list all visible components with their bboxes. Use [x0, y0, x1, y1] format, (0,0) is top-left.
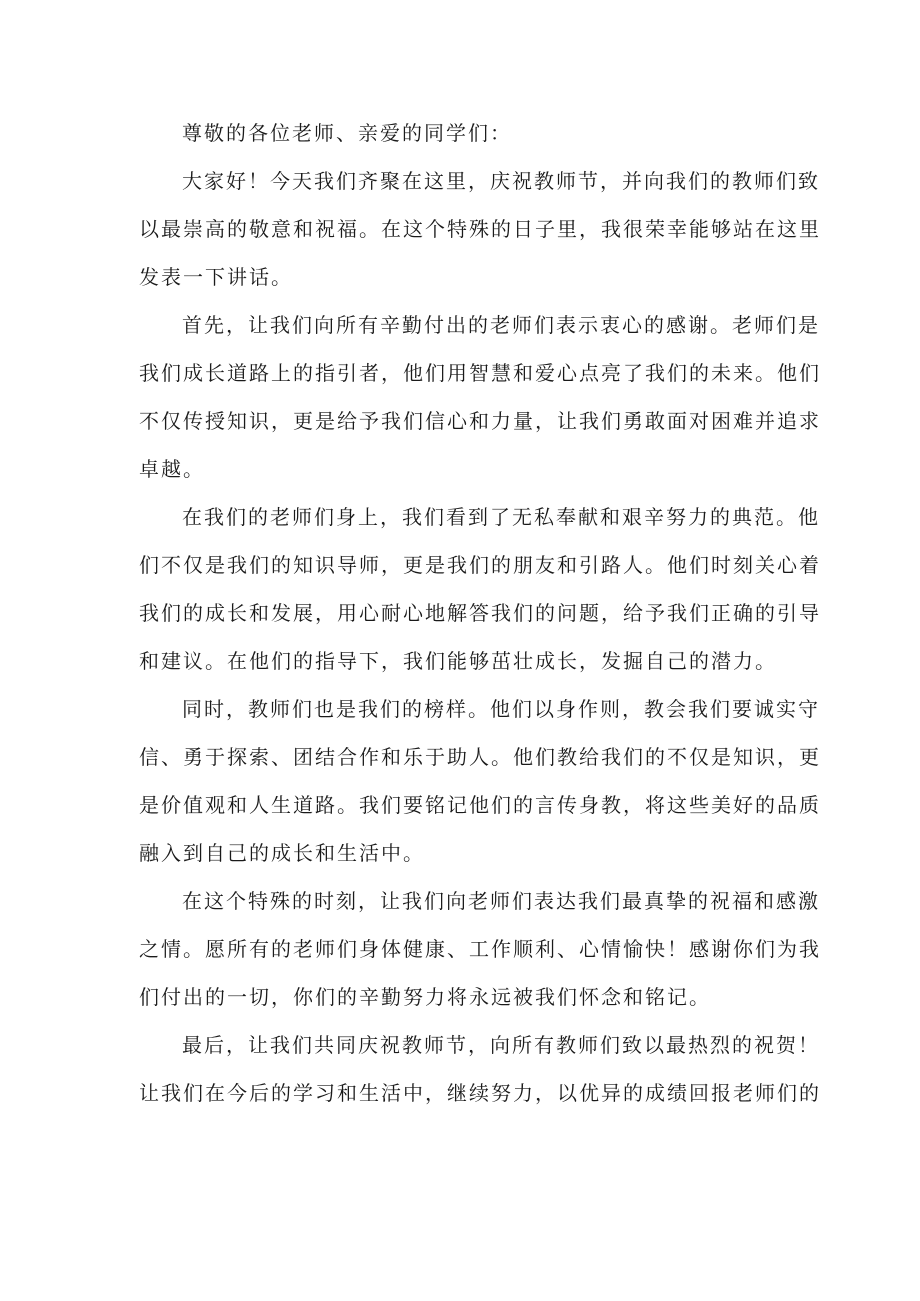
paragraph-line: 融入到自己的成长和生活中。 [139, 841, 425, 865]
salutation-paragraph [139, 109, 775, 157]
paragraph-line: 尊敬的各位老师、亲爱的同学们： [182, 121, 512, 145]
wishes-paragraph [139, 877, 821, 1021]
paragraph-line: 不仅传授知识，更是给予我们信心和力量，让我们勇敢面对困难并追求 [139, 409, 821, 433]
paragraph-line: 们不仅是我们的知识导师，更是我们的朋友和引路人。他们时刻关心着 [139, 553, 821, 577]
thanks-paragraph [139, 301, 821, 493]
closing-paragraph [139, 1021, 821, 1117]
role-model-paragraph [139, 685, 821, 877]
paragraph-line: 我们的成长和发展，用心耐心地解答我们的问题，给予我们正确的引导 [139, 601, 821, 625]
paragraph-line: 之情。愿所有的老师们身体健康、工作顺利、心情愉快！感谢你们为我 [139, 937, 821, 961]
paragraph-line: 最后，让我们共同庆祝教师节，向所有教师们致以最热烈的祝贺！ [182, 1033, 820, 1057]
paragraph-line: 发表一下讲话。 [139, 265, 293, 289]
paragraph-line: 卓越。 [139, 457, 205, 481]
paragraph-line: 大家好！今天我们齐聚在这里，庆祝教师节，并向我们的教师们致 [182, 169, 820, 193]
paragraph-line: 和建议。在他们的指导下，我们能够茁壮成长，发掘自己的潜力。 [139, 649, 777, 673]
dedication-paragraph [139, 493, 821, 685]
paragraph-line: 是价值观和人生道路。我们要铭记他们的言传身教，将这些美好的品质 [139, 793, 821, 817]
paragraph-line: 在这个特殊的时刻，让我们向老师们表达我们最真挚的祝福和感激 [182, 889, 820, 913]
paragraph-line: 以最崇高的敬意和祝福。在这个特殊的日子里，我很荣幸能够站在这里 [139, 217, 821, 241]
paragraph-line: 们付出的一切，你们的辛勤努力将永远被我们怀念和铭记。 [139, 985, 711, 1009]
greeting-paragraph [139, 157, 821, 301]
paragraph-line: 首先，让我们向所有辛勤付出的老师们表示衷心的感谢。老师们是 [182, 313, 820, 337]
paragraph-line: 信、勇于探索、团结合作和乐于助人。他们教给我们的不仅是知识，更 [139, 745, 821, 769]
paragraph-line: 在我们的老师们身上，我们看到了无私奉献和艰辛努力的典范。他 [182, 505, 820, 529]
paragraph-line: 同时，教师们也是我们的榜样。他们以身作则，教会我们要诚实守 [182, 697, 820, 721]
speech-body [139, 109, 821, 1117]
paragraph-line: 让我们在今后的学习和生活中，继续努力，以优异的成绩回报老师们的 [139, 1081, 821, 1105]
paragraph-line: 我们成长道路上的指引者，他们用智慧和爱心点亮了我们的未来。他们 [139, 361, 821, 385]
